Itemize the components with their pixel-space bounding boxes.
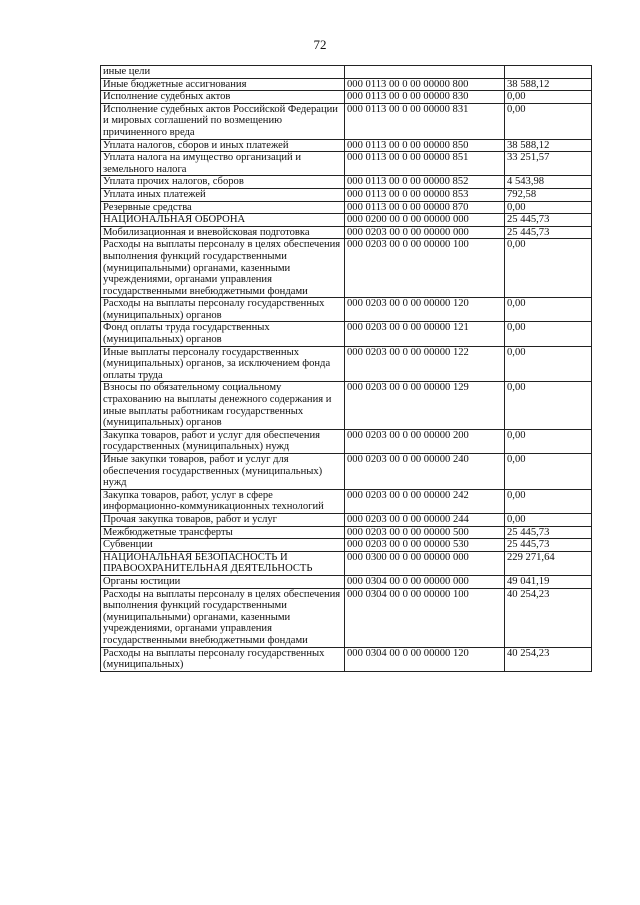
row-amount-cell: 0,00 (505, 201, 592, 214)
row-amount-cell: 0,00 (505, 298, 592, 322)
table-row (101, 91, 592, 104)
row-code-cell: 000 0203 00 0 00 00000 000 (345, 226, 505, 239)
row-name-cell: НАЦИОНАЛЬНАЯ БЕЗОПАСНОСТЬ И ПРАВООХРАНИТЕЛЬНАЯ ДЕЯТЕЛЬНОСТЬ (101, 551, 345, 575)
table-row (101, 188, 592, 201)
table-row (101, 214, 592, 227)
table-row (101, 551, 592, 575)
row-name-cell: Уплата иных платежей (101, 188, 345, 201)
row-name-cell: Иные закупки товаров, работ и услуг для обеспечения государственных (муниципальных) нужд (101, 454, 345, 490)
row-name-cell: Уплата налога на имущество организаций и земельного налога (101, 152, 345, 176)
row-amount-cell: 0,00 (505, 239, 592, 298)
row-code-cell: 000 0203 00 0 00 00000 129 (345, 382, 505, 429)
row-amount-cell: 25 445,73 (505, 526, 592, 539)
row-amount-cell: 0,00 (505, 454, 592, 490)
row-name-cell: Уплата прочих налогов, сборов (101, 176, 345, 189)
row-code-cell: 000 0203 00 0 00 00000 121 (345, 322, 505, 346)
table-row (101, 103, 592, 139)
row-amount-cell: 49 041,19 (505, 575, 592, 588)
row-amount-cell: 38 588,12 (505, 78, 592, 91)
row-code-cell: 000 0203 00 0 00 00000 500 (345, 526, 505, 539)
row-code-cell: 000 0200 00 0 00 00000 000 (345, 214, 505, 227)
table-row (101, 647, 592, 671)
row-name-cell: иные цели (101, 66, 345, 79)
row-name-cell: Прочая закупка товаров, работ и услуг (101, 513, 345, 526)
row-code-cell: 000 0203 00 0 00 00000 244 (345, 513, 505, 526)
row-code-cell: 000 0113 00 0 00 00000 800 (345, 78, 505, 91)
table-row (101, 575, 592, 588)
row-amount-cell: 4 543,98 (505, 176, 592, 189)
table-row (101, 588, 592, 647)
row-name-cell: Резервные средства (101, 201, 345, 214)
table-row (101, 526, 592, 539)
row-name-cell: Субвенции (101, 539, 345, 552)
table-row (101, 239, 592, 298)
row-amount-cell: 0,00 (505, 322, 592, 346)
row-name-cell: Исполнение судебных актов (101, 91, 345, 104)
row-name-cell: Расходы на выплаты персоналу государственных (муниципальных) органов (101, 298, 345, 322)
row-code-cell: 000 0203 00 0 00 00000 100 (345, 239, 505, 298)
row-amount-cell: 25 445,73 (505, 226, 592, 239)
table-row (101, 322, 592, 346)
table-row (101, 201, 592, 214)
row-name-cell: Расходы на выплаты персоналу в целях обеспечения выполнения функций государственными (муниципальными) органами, казенными учреждениями, органами управления государственными внебюджетными фондами (101, 239, 345, 298)
row-amount-cell (505, 66, 592, 79)
row-code-cell: 000 0203 00 0 00 00000 242 (345, 489, 505, 513)
row-amount-cell: 0,00 (505, 103, 592, 139)
page-number: 72 (313, 37, 327, 52)
row-name-cell: Мобилизационная и вневойсковая подготовка (101, 226, 345, 239)
row-amount-cell: 40 254,23 (505, 588, 592, 647)
row-code-cell: 000 0113 00 0 00 00000 831 (345, 103, 505, 139)
row-code-cell: 000 0300 00 0 00 00000 000 (345, 551, 505, 575)
budget-table (100, 65, 592, 672)
row-name-cell: НАЦИОНАЛЬНАЯ ОБОРОНА (101, 214, 345, 227)
row-amount-cell: 25 445,73 (505, 214, 592, 227)
row-amount-cell: 0,00 (505, 382, 592, 429)
table-row (101, 454, 592, 490)
row-code-cell: 000 0203 00 0 00 00000 240 (345, 454, 505, 490)
row-code-cell: 000 0113 00 0 00 00000 830 (345, 91, 505, 104)
row-name-cell: Расходы на выплаты персоналу в целях обеспечения выполнения функций государственными (муниципальными) органами, казенными учреждениями, органами управления государственными внебюджетными фондами (101, 588, 345, 647)
row-amount-cell: 38 588,12 (505, 139, 592, 152)
table-row (101, 429, 592, 453)
row-code-cell: 000 0203 00 0 00 00000 122 (345, 346, 505, 382)
table-row (101, 539, 592, 552)
table-row (101, 139, 592, 152)
table-row (101, 382, 592, 429)
row-code-cell: 000 0113 00 0 00 00000 853 (345, 188, 505, 201)
row-amount-cell: 0,00 (505, 346, 592, 382)
row-amount-cell: 33 251,57 (505, 152, 592, 176)
row-code-cell: 000 0203 00 0 00 00000 530 (345, 539, 505, 552)
row-name-cell: Расходы на выплаты персоналу государственных (муниципальных) (101, 647, 345, 671)
table-row (101, 226, 592, 239)
row-code-cell: 000 0113 00 0 00 00000 851 (345, 152, 505, 176)
table-row (101, 489, 592, 513)
row-name-cell: Закупка товаров, работ, услуг в сфере информационно-коммуникационных технологий (101, 489, 345, 513)
row-code-cell: 000 0113 00 0 00 00000 850 (345, 139, 505, 152)
table-row (101, 176, 592, 189)
row-name-cell: Иные выплаты персоналу государственных (муниципальных) органов, за исключением фонда оплаты труда (101, 346, 345, 382)
table-row (101, 346, 592, 382)
row-name-cell: Иные бюджетные ассигнования (101, 78, 345, 91)
row-name-cell: Закупка товаров, работ и услуг для обеспечения государственных (муниципальных) нужд (101, 429, 345, 453)
table-row (101, 66, 592, 79)
row-name-cell: Уплата налогов, сборов и иных платежей (101, 139, 345, 152)
row-amount-cell: 40 254,23 (505, 647, 592, 671)
row-code-cell: 000 0304 00 0 00 00000 000 (345, 575, 505, 588)
table-row (101, 298, 592, 322)
row-code-cell (345, 66, 505, 79)
row-name-cell: Исполнение судебных актов Российской Федерации и мировых соглашений по возмещению причиненного вреда (101, 103, 345, 139)
row-amount-cell: 0,00 (505, 513, 592, 526)
row-name-cell: Органы юстиции (101, 575, 345, 588)
row-code-cell: 000 0203 00 0 00 00000 200 (345, 429, 505, 453)
row-amount-cell: 0,00 (505, 91, 592, 104)
row-name-cell: Взносы по обязательному социальному страхованию на выплаты денежного содержания и иные выплаты работникам государственных (муниципальных) органов (101, 382, 345, 429)
row-amount-cell: 0,00 (505, 489, 592, 513)
table-row (101, 78, 592, 91)
row-amount-cell: 792,58 (505, 188, 592, 201)
row-amount-cell: 25 445,73 (505, 539, 592, 552)
row-name-cell: Межбюджетные трансферты (101, 526, 345, 539)
row-amount-cell: 229 271,64 (505, 551, 592, 575)
table-row (101, 513, 592, 526)
row-code-cell: 000 0304 00 0 00 00000 100 (345, 588, 505, 647)
row-code-cell: 000 0113 00 0 00 00000 870 (345, 201, 505, 214)
row-code-cell: 000 0203 00 0 00 00000 120 (345, 298, 505, 322)
row-name-cell: Фонд оплаты труда государственных (муниципальных) органов (101, 322, 345, 346)
table-row (101, 152, 592, 176)
budget-table-body (101, 66, 592, 672)
row-amount-cell: 0,00 (505, 429, 592, 453)
row-code-cell: 000 0304 00 0 00 00000 120 (345, 647, 505, 671)
row-code-cell: 000 0113 00 0 00 00000 852 (345, 176, 505, 189)
